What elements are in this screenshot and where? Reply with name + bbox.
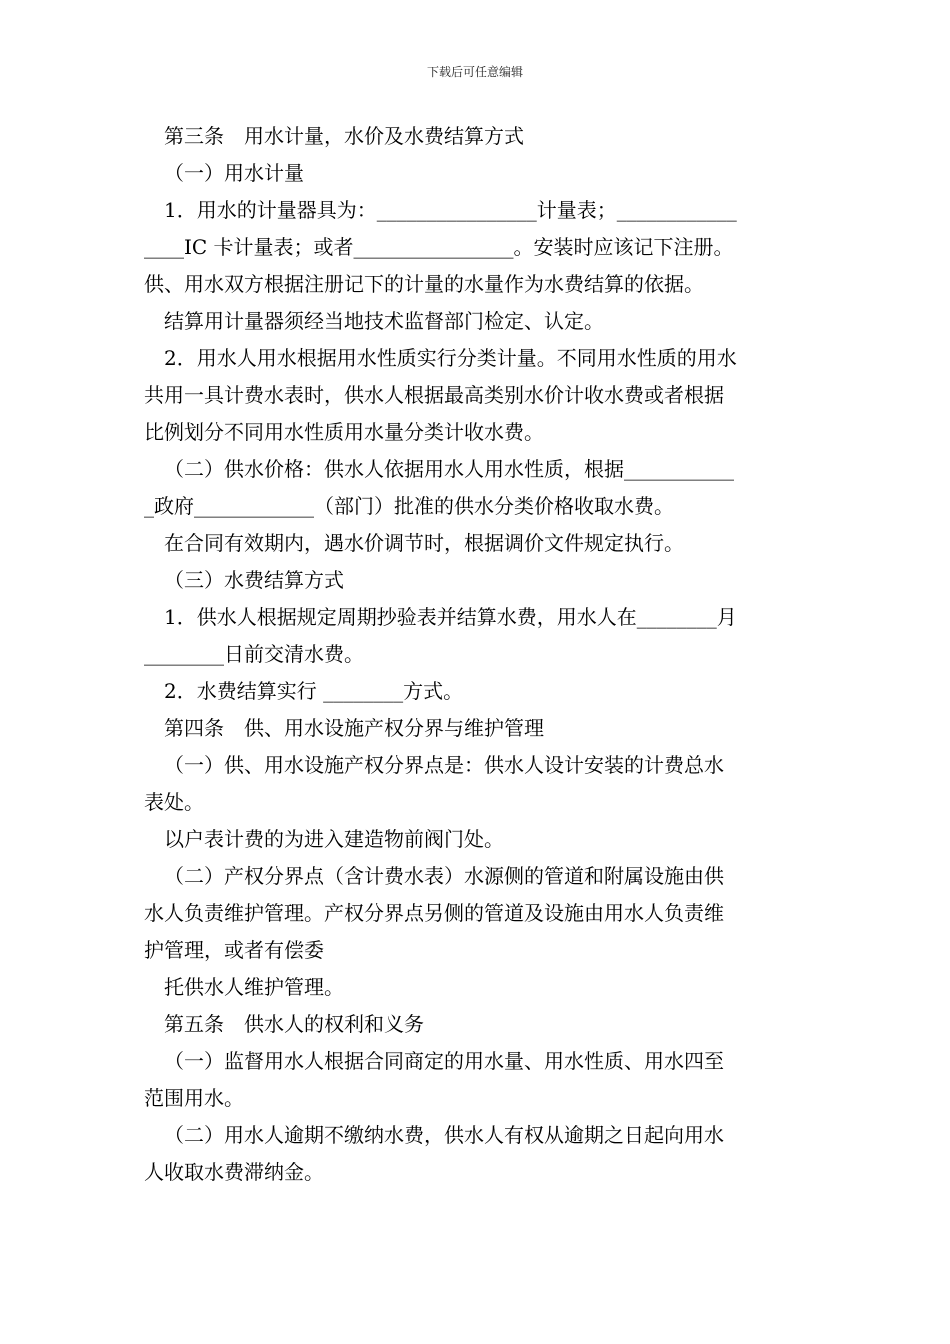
- text-line: （一）用水计量: [164, 161, 304, 185]
- text-line: 第五条 供水人的权利和义务: [164, 1012, 424, 1036]
- text-line: （三）水费结算方式: [164, 568, 344, 592]
- text-line: （二）用水人逾期不缴纳水费，供水人有权从逾期之日起向用水: [164, 1123, 724, 1147]
- text-line: 在合同有效期内，遇水价调节时，根据调价文件规定执行。: [164, 531, 684, 555]
- text-line: 以户表计费的为进入建造物前阀门处。: [164, 827, 504, 851]
- text-line: 第四条 供、用水设施产权分界与维护管理: [164, 716, 544, 740]
- text-line: 第三条 用水计量，水价及水费结算方式: [164, 124, 524, 148]
- text-line: 人收取水费滞纳金。: [144, 1160, 324, 1184]
- text-line: 水人负责维护管理。产权分界点另侧的管道及设施由用水人负责维: [144, 901, 724, 925]
- page-header: 下载后可任意编辑: [426, 65, 523, 79]
- text-line: 供、用水双方根据注册记下的计量的水量作为水费结算的依据。: [144, 272, 704, 296]
- text-line: 范围用水。: [144, 1086, 244, 1110]
- document-body: [144, 118, 808, 1191]
- text-line: 结算用计量器须经当地技术监督部门检定、认定。: [164, 309, 604, 333]
- text-line: 护管理，或者有偿委: [144, 938, 324, 962]
- text-line: 共用一具计费水表时，供水人根据最高类别水价计收水费或者根据: [144, 383, 724, 407]
- text-line: （二）供水价格：供水人依据用水人用水性质，根据___________: [164, 457, 734, 481]
- text-line: _政府____________（部门）批准的供水分类价格收取水费。: [144, 494, 674, 518]
- text-line: 1．用水的计量器具为：________________计量表；____________: [164, 198, 737, 222]
- text-line: （一）供、用水设施产权分界点是：供水人设计安装的计费总水: [164, 753, 724, 777]
- text-line: （一）监督用水人根据合同商定的用水量、用水性质、用水四至: [164, 1049, 724, 1073]
- text-line: （二）产权分界点（含计费水表）水源侧的管道和附属设施由供: [164, 864, 724, 888]
- text-line: 比例划分不同用水性质用水量分类计收水费。: [144, 420, 544, 444]
- text-line: 托供水人维护管理。: [164, 975, 344, 999]
- text-line: 2．水费结算实行 ________方式。: [164, 679, 464, 703]
- text-line: ________日前交清水费。: [144, 642, 364, 666]
- text-line: 2．用水人用水根据用水性质实行分类计量。不同用水性质的用水: [164, 346, 737, 370]
- text-line: 表处。: [144, 790, 204, 814]
- text-line: 1．供水人根据规定周期抄验表并结算水费，用水人在________月: [164, 605, 737, 629]
- text-line: ____IC 卡计量表；或者________________。安装时应该记下注册。: [144, 235, 734, 259]
